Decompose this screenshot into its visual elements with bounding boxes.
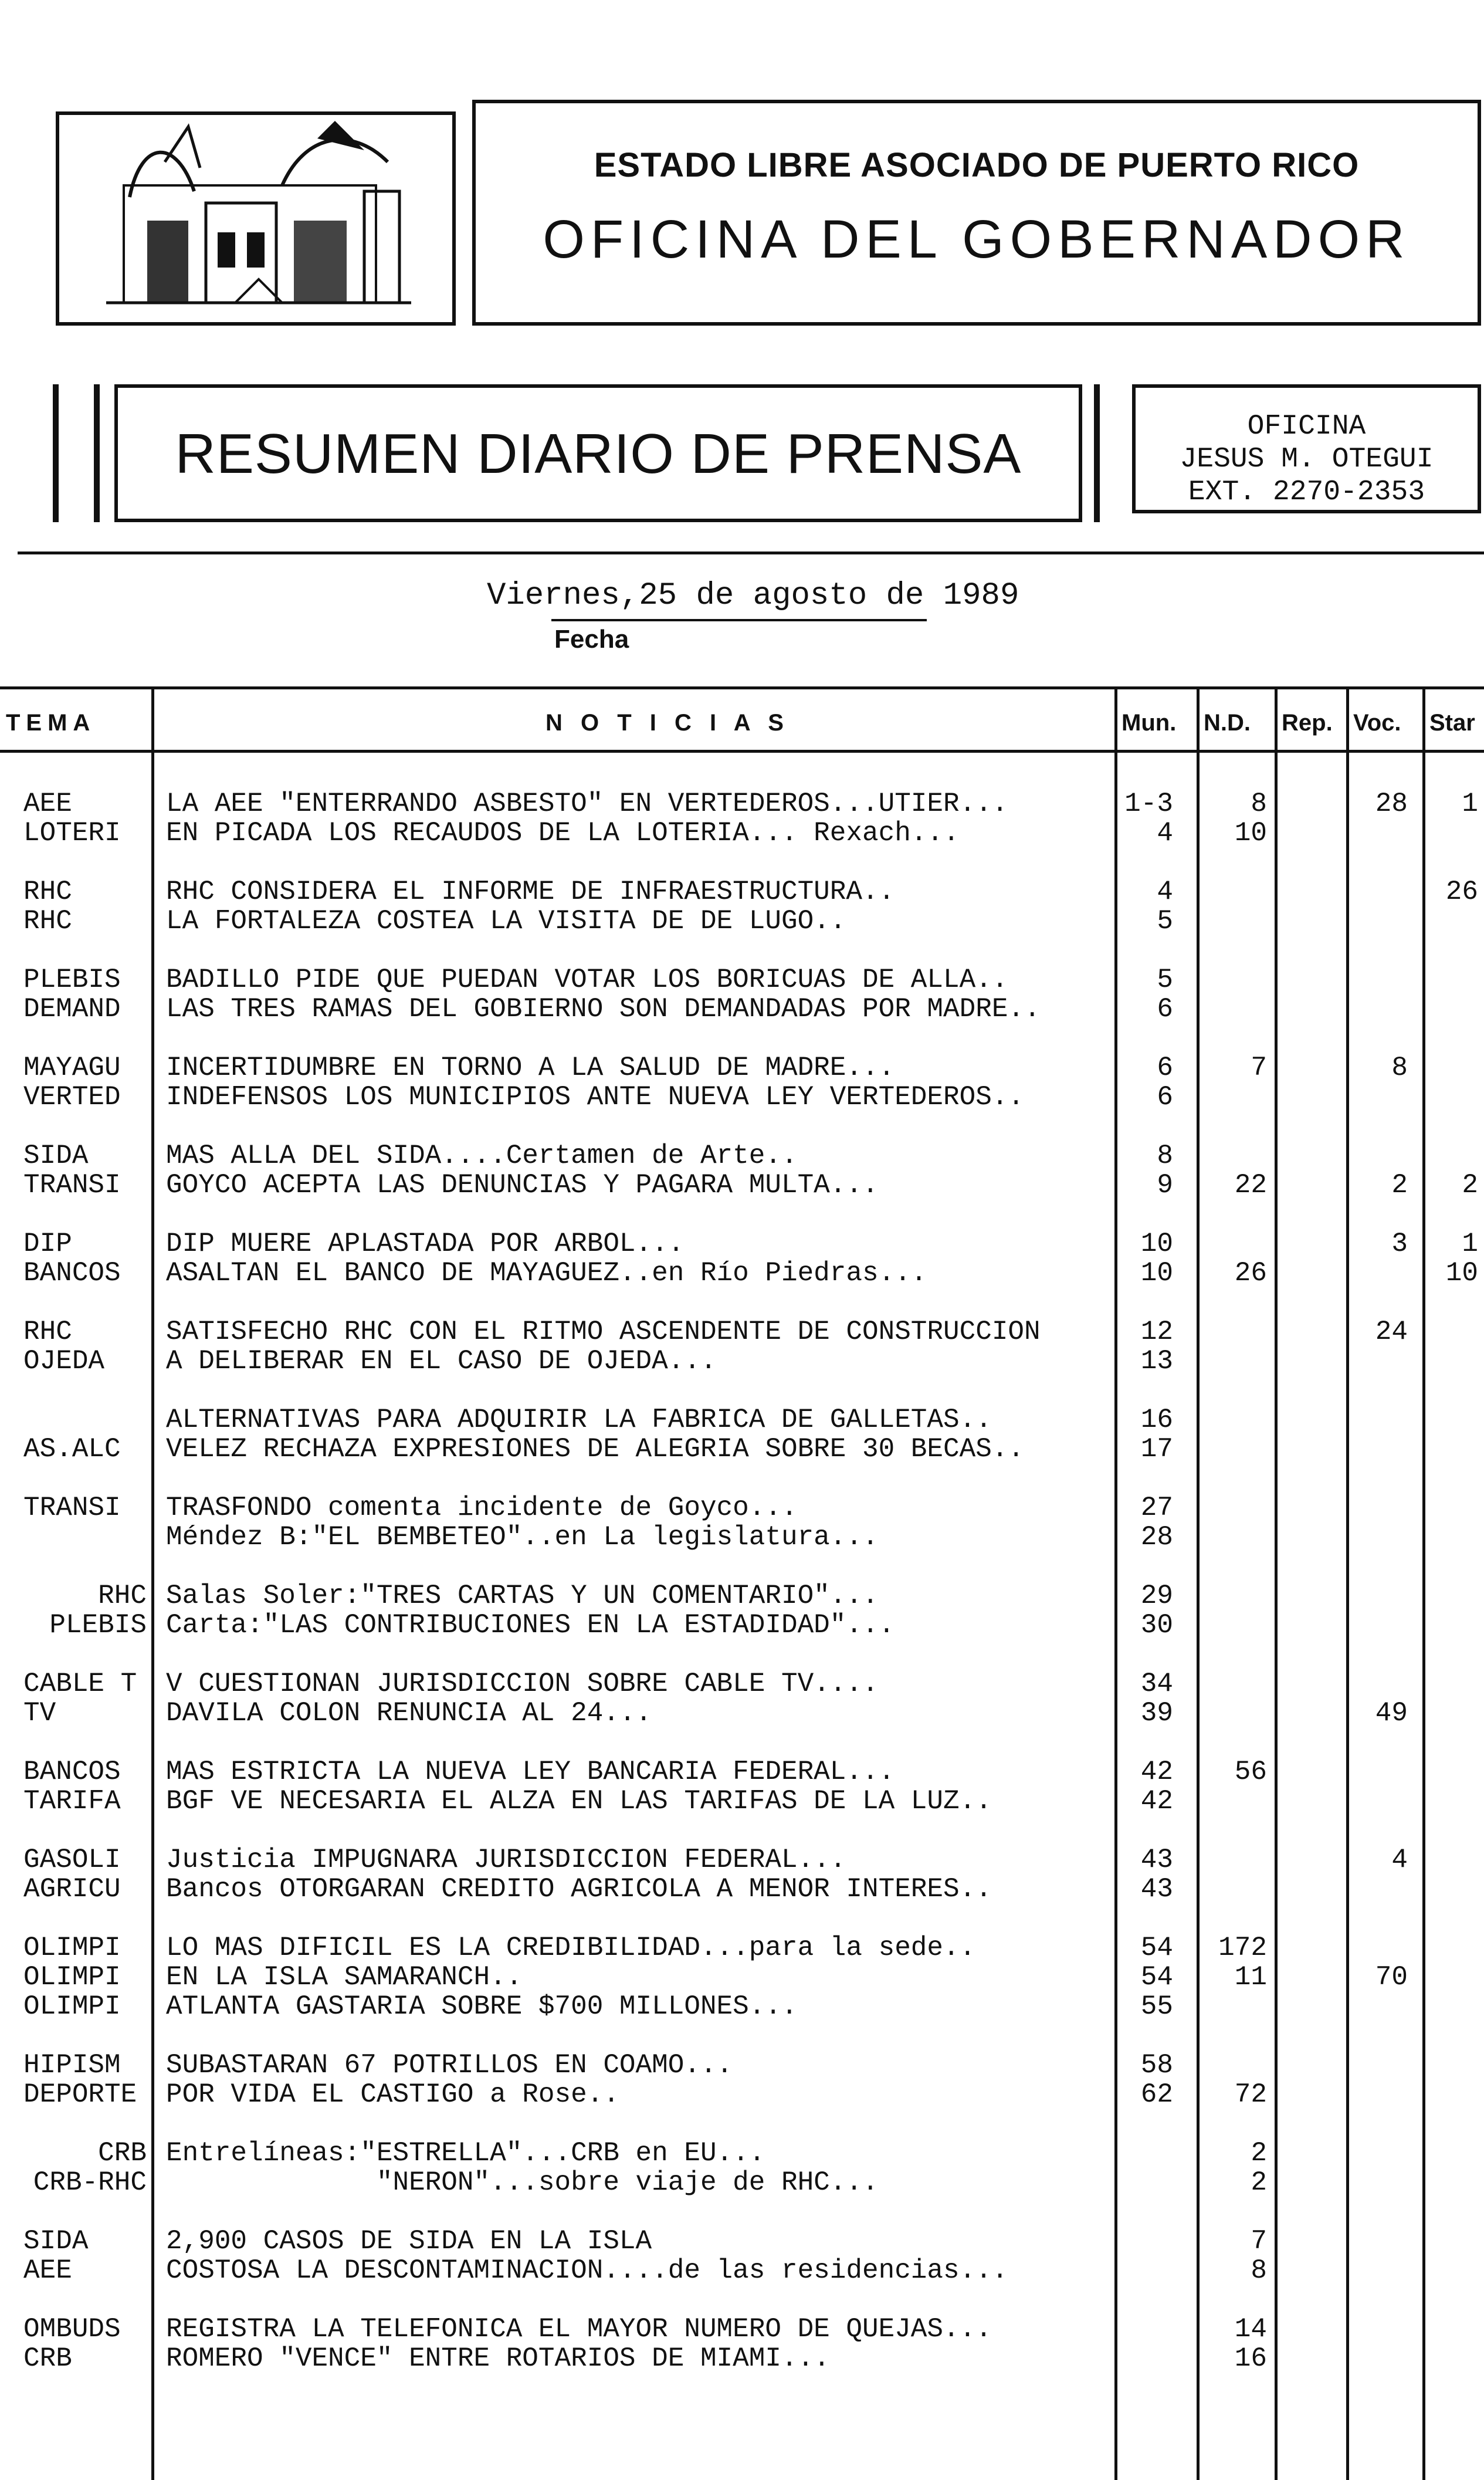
row-nd: 2 xyxy=(1251,2167,1267,2198)
row-noticia: BADILLO PIDE QUE PUEDAN VOTAR LOS BORICUAS DE ALLA.. xyxy=(166,965,1008,995)
row-tema: PLEBIS xyxy=(23,965,121,995)
row-tema: SIDA xyxy=(23,2226,89,2256)
row-tema: PLEBIS xyxy=(49,1610,147,1640)
row-mun: 6 xyxy=(1157,994,1173,1024)
date-label: Fecha xyxy=(554,625,629,654)
row-noticia: "NERON"...sobre viaje de RHC... xyxy=(166,2167,879,2198)
row-mun: 13 xyxy=(1140,1346,1173,1376)
row-nd: 14 xyxy=(1234,2314,1267,2344)
row-tema: VERTED xyxy=(23,1082,121,1112)
row-mun: 29 xyxy=(1140,1581,1173,1611)
col-divider-mun xyxy=(1197,686,1200,2480)
row-noticia: Carta:"LAS CONTRIBUCIONES EN LA ESTADIDAD"... xyxy=(166,1610,895,1640)
row-mun: 42 xyxy=(1140,1786,1173,1816)
row-mun: 30 xyxy=(1140,1610,1173,1640)
office-title-frame xyxy=(472,100,1481,326)
row-noticia: RHC CONSIDERA EL INFORME DE INFRAESTRUCTURA.. xyxy=(166,877,895,907)
row-tema: DEMAND xyxy=(23,994,121,1024)
row-noticia: Justicia IMPUGNARA JURISDICCION FEDERAL... xyxy=(166,1845,846,1875)
row-tema: OLIMPI xyxy=(23,1962,121,1992)
row-noticia: MAS ALLA DEL SIDA....Certamen de Arte.. xyxy=(166,1141,798,1171)
row-voc: 4 xyxy=(1391,1845,1408,1875)
row-mun: 4 xyxy=(1157,877,1173,907)
row-nd: 8 xyxy=(1251,2255,1267,2286)
row-noticia: A DELIBERAR EN EL CASO DE OJEDA... xyxy=(166,1346,717,1376)
row-star: 1 xyxy=(1462,789,1478,819)
col-header-tema: TEMA xyxy=(6,710,96,736)
row-tema: OLIMPI xyxy=(23,1933,121,1963)
row-noticia: Méndez B:"EL BEMBETEO"..en La legislatura... xyxy=(166,1522,879,1552)
col-divider-voc xyxy=(1422,686,1425,2480)
table-top-rule xyxy=(0,686,1484,689)
row-tema: RHC xyxy=(23,877,72,907)
row-mun: 10 xyxy=(1140,1258,1173,1288)
row-tema: OLIMPI xyxy=(23,1991,121,2022)
row-noticia: DIP MUERE APLASTADA POR ARBOL... xyxy=(166,1229,685,1259)
row-tema: CRB xyxy=(23,2343,72,2374)
row-noticia: EN PICADA LOS RECAUDOS DE LA LOTERIA... Rexach... xyxy=(166,818,960,848)
table-header-rule xyxy=(0,750,1484,753)
row-tema: TARIFA xyxy=(23,1786,121,1816)
logo-frame xyxy=(56,111,456,326)
row-tema: AGRICU xyxy=(23,1874,121,1904)
row-noticia: SATISFECHO RHC CON EL RITMO ASCENDENTE DE CONSTRUCCION xyxy=(166,1317,1041,1347)
row-mun: 54 xyxy=(1140,1962,1173,1992)
row-star: 2 xyxy=(1462,1170,1478,1200)
row-mun: 54 xyxy=(1140,1933,1173,1963)
row-mun: 6 xyxy=(1157,1053,1173,1083)
row-noticia: REGISTRA LA TELEFONICA EL MAYOR NUMERO DE QUEJAS... xyxy=(166,2314,992,2344)
row-noticia: ATLANTA GASTARIA SOBRE $700 MILLONES... xyxy=(166,1991,798,2022)
row-nd: 2 xyxy=(1251,2138,1267,2168)
row-mun: 34 xyxy=(1140,1669,1173,1699)
row-voc: 70 xyxy=(1375,1962,1408,1992)
row-noticia: SUBASTARAN 67 POTRILLOS EN COAMO... xyxy=(166,2050,733,2080)
row-mun: 16 xyxy=(1140,1405,1173,1435)
col-header-nd: N.D. xyxy=(1204,710,1251,736)
office-line-2: JESUS M. OTEGUI xyxy=(1180,444,1434,475)
row-noticia: BGF VE NECESARIA EL ALZA EN LAS TARIFAS DE LA LUZ.. xyxy=(166,1786,992,1816)
row-mun: 10 xyxy=(1140,1229,1173,1259)
row-noticia: POR VIDA EL CASTIGO a Rose.. xyxy=(166,2079,619,2110)
row-tema: OMBUDS xyxy=(23,2314,121,2344)
row-mun: 12 xyxy=(1140,1317,1173,1347)
row-tema: BANCOS xyxy=(23,1258,121,1288)
col-divider-tema xyxy=(151,686,154,2480)
fortaleza-building-image xyxy=(59,115,452,322)
row-mun: 9 xyxy=(1157,1170,1173,1200)
row-mun: 5 xyxy=(1157,906,1173,936)
row-mun: 27 xyxy=(1140,1493,1173,1523)
row-tema: OJEDA xyxy=(23,1346,105,1376)
row-noticia: INDEFENSOS LOS MUNICIPIOS ANTE NUEVA LEY VERTEDEROS.. xyxy=(166,1082,1025,1112)
row-noticia: INCERTIDUMBRE EN TORNO A LA SALUD DE MADRE... xyxy=(166,1053,895,1083)
row-noticia: LA AEE "ENTERRANDO ASBESTO" EN VERTEDEROS...UTIER... xyxy=(166,789,1008,819)
row-noticia: LAS TRES RAMAS DEL GOBIERNO SON DEMANDADAS POR MADRE.. xyxy=(166,994,1041,1024)
row-nd: 16 xyxy=(1234,2343,1267,2374)
row-voc: 28 xyxy=(1375,789,1408,819)
row-tema: CRB xyxy=(98,2138,147,2168)
row-noticia: ALTERNATIVAS PARA ADQUIRIR LA FABRICA DE GALLETAS.. xyxy=(166,1405,992,1435)
office-line-1: OFICINA xyxy=(1247,411,1366,442)
resumen-title: RESUMEN DIARIO DE PRENSA xyxy=(175,422,1022,485)
row-mun: 55 xyxy=(1140,1991,1173,2022)
row-noticia: Entrelíneas:"ESTRELLA"...CRB en EU... xyxy=(166,2138,765,2168)
row-nd: 11 xyxy=(1234,1962,1267,1992)
row-tema: AEE xyxy=(23,789,72,819)
col-header-voc: Voc. xyxy=(1353,710,1401,736)
row-tema: TRANSI xyxy=(23,1170,121,1200)
row-tema: DIP xyxy=(23,1229,72,1259)
row-tema: LOTERI xyxy=(23,818,121,848)
row-mun: 43 xyxy=(1140,1874,1173,1904)
row-noticia: LA FORTALEZA COSTEA LA VISITA DE DE LUGO.. xyxy=(166,906,846,936)
row-nd: 8 xyxy=(1251,789,1267,819)
date-value: Viernes,25 de agosto de 1989 xyxy=(487,578,1019,614)
office-contact-box xyxy=(1132,384,1481,513)
col-divider-nd xyxy=(1275,686,1278,2480)
row-tema: DEPORTE xyxy=(23,2079,137,2110)
header-line2: OFICINA DEL GOBERNADOR xyxy=(543,209,1411,269)
row-noticia: COSTOSA LA DESCONTAMINACION....de las residencias... xyxy=(166,2255,1008,2286)
row-tema: GASOLI xyxy=(23,1845,121,1875)
col-header-mun: Mun. xyxy=(1122,710,1177,736)
row-mun: 5 xyxy=(1157,965,1173,995)
row-noticia: ASALTAN EL BANCO DE MAYAGUEZ..en Río Piedras... xyxy=(166,1258,927,1288)
row-tema: TV xyxy=(23,1698,56,1728)
row-mun: 43 xyxy=(1140,1845,1173,1875)
row-star: 1 xyxy=(1462,1229,1478,1259)
row-noticia: DAVILA COLON RENUNCIA AL 24... xyxy=(166,1698,652,1728)
row-noticia: 2,900 CASOS DE SIDA EN LA ISLA xyxy=(166,2226,652,2256)
row-mun: 8 xyxy=(1157,1141,1173,1171)
row-noticia: Bancos OTORGARAN CREDITO AGRICOLA A MENOR INTERES.. xyxy=(166,1874,992,1904)
row-mun: 6 xyxy=(1157,1082,1173,1112)
col-header-rep: Rep. xyxy=(1282,710,1333,736)
row-nd: 56 xyxy=(1234,1757,1267,1787)
row-tema: TRANSI xyxy=(23,1493,121,1523)
col-divider-noticias xyxy=(1114,686,1117,2480)
row-tema: RHC xyxy=(98,1581,147,1611)
row-nd: 10 xyxy=(1234,818,1267,848)
col-header-star: Star xyxy=(1429,710,1475,736)
row-nd: 26 xyxy=(1234,1258,1267,1288)
banner-rule-left1 xyxy=(53,384,59,522)
col-header-noticias: N O T I C I A S xyxy=(546,710,790,736)
row-mun: 42 xyxy=(1140,1757,1173,1787)
row-voc: 8 xyxy=(1391,1053,1408,1083)
row-tema: AEE xyxy=(23,2255,72,2286)
row-mun: 58 xyxy=(1140,2050,1173,2080)
row-tema: BANCOS xyxy=(23,1757,121,1787)
row-tema: SIDA xyxy=(23,1141,89,1171)
row-noticia: Salas Soler:"TRES CARTAS Y UN COMENTARIO"... xyxy=(166,1581,879,1611)
row-mun: 4 xyxy=(1157,818,1173,848)
row-noticia: EN LA ISLA SAMARANCH.. xyxy=(166,1962,523,1992)
row-voc: 24 xyxy=(1375,1317,1408,1347)
row-nd: 72 xyxy=(1234,2079,1267,2110)
row-nd: 7 xyxy=(1251,2226,1267,2256)
row-voc: 3 xyxy=(1391,1229,1408,1259)
banner-rule-left2 xyxy=(94,384,100,522)
banner-rule-right xyxy=(1094,384,1100,522)
row-tema: MAYAGU xyxy=(23,1053,121,1083)
row-tema: CABLE T xyxy=(23,1669,137,1699)
row-mun: 39 xyxy=(1140,1698,1173,1728)
row-tema: HIPISM xyxy=(23,2050,121,2080)
row-noticia: VELEZ RECHAZA EXPRESIONES DE ALEGRIA SOBRE 30 BECAS.. xyxy=(166,1434,1025,1464)
row-noticia: GOYCO ACEPTA LAS DENUNCIAS Y PAGARA MULTA... xyxy=(166,1170,879,1200)
row-tema: AS.ALC xyxy=(23,1434,121,1464)
row-mun: 17 xyxy=(1140,1434,1173,1464)
row-noticia: LO MAS DIFICIL ES LA CREDIBILIDAD...para la sede.. xyxy=(166,1933,976,1963)
row-voc: 2 xyxy=(1391,1170,1408,1200)
row-star: 26 xyxy=(1445,877,1478,907)
row-star: 10 xyxy=(1445,1258,1478,1288)
row-noticia: ROMERO "VENCE" ENTRE ROTARIOS DE MIAMI... xyxy=(166,2343,830,2374)
row-voc: 49 xyxy=(1375,1698,1408,1728)
office-line-3: EXT. 2270-2353 xyxy=(1188,476,1425,508)
row-noticia: V CUESTIONAN JURISDICCION SOBRE CABLE TV.... xyxy=(166,1669,879,1699)
row-tema: RHC xyxy=(23,1317,72,1347)
date-underline xyxy=(551,619,927,621)
row-mun: 1-3 xyxy=(1124,789,1173,819)
row-nd: 172 xyxy=(1218,1933,1267,1963)
resumen-banner xyxy=(114,384,1082,522)
row-mun: 28 xyxy=(1140,1522,1173,1552)
col-divider-rep xyxy=(1346,686,1349,2480)
row-noticia: TRASFONDO comenta incidente de Goyco... xyxy=(166,1493,798,1523)
row-noticia: MAS ESTRICTA LA NUEVA LEY BANCARIA FEDERAL... xyxy=(166,1757,895,1787)
banner-underline xyxy=(18,552,1484,554)
row-tema: CRB-RHC xyxy=(33,2167,147,2198)
row-nd: 22 xyxy=(1234,1170,1267,1200)
header-line1: ESTADO LIBRE ASOCIADO DE PUERTO RICO xyxy=(594,146,1360,184)
row-mun: 62 xyxy=(1140,2079,1173,2110)
row-tema: RHC xyxy=(23,906,72,936)
row-nd: 7 xyxy=(1251,1053,1267,1083)
